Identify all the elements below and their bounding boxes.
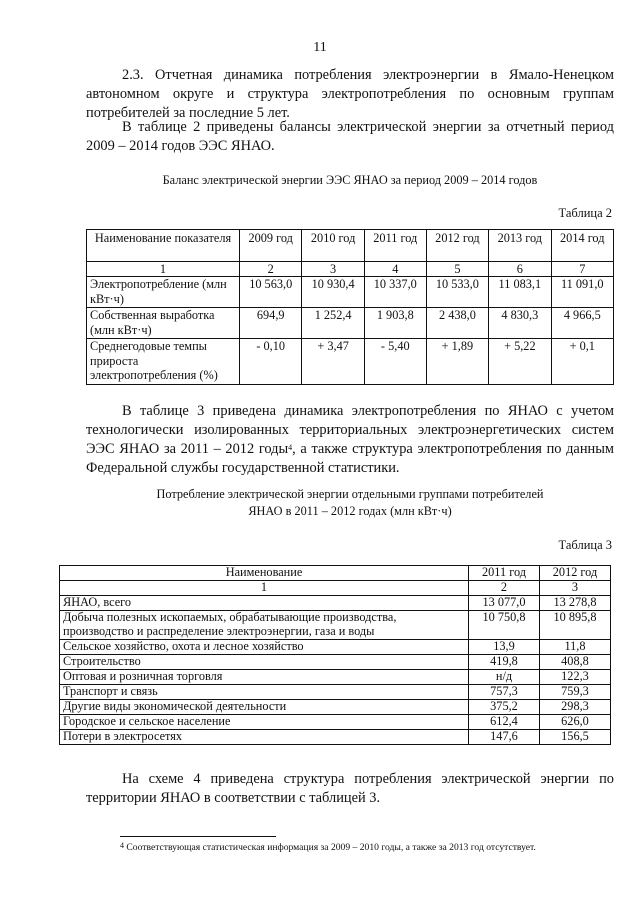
table-cell: 2 438,0 (426, 308, 488, 339)
table-cell: 375,2 (469, 700, 540, 715)
row-label: Другие виды экономической деятельности (60, 700, 469, 715)
scheme4-paragraph (86, 770, 614, 808)
table-cell: + 1,89 (426, 339, 488, 385)
table-cell: + 5,22 (489, 339, 551, 385)
table-header-row (60, 566, 611, 581)
column-number: 1 (60, 581, 469, 596)
page-number: 11 (313, 40, 327, 55)
footnote (120, 842, 620, 854)
row-label: Добыча полезных ископаемых, обрабатывающие производства, производство и распределение электроэнергии, газа и воды (60, 611, 469, 640)
table-cell: 612,4 (469, 715, 540, 730)
table-cell: н/д (469, 670, 540, 685)
table3-intro-paragraph (86, 402, 614, 478)
table-cell: 147,6 (469, 730, 540, 745)
row-label: ЯНАО, всего (60, 596, 469, 611)
row-label: Строительство (60, 655, 469, 670)
table-cell: 4 966,5 (551, 308, 613, 339)
row-label: Городское и сельское население (60, 715, 469, 730)
scheme4-text: На схеме 4 приведена структура потребления электрической энергии по территории ЯНАО в соответствии с таблицей 3. (86, 771, 614, 806)
column-number: 5 (426, 262, 488, 277)
table-cell: 10 563,0 (240, 277, 302, 308)
table-cell: 10 533,0 (426, 277, 488, 308)
footnote-reference: 4 (288, 443, 293, 452)
table-cell: 13 077,0 (469, 596, 540, 611)
table-cell: 13,9 (469, 640, 540, 655)
table-cell: 408,8 (540, 655, 611, 670)
table-cell: + 3,47 (302, 339, 364, 385)
table-row (60, 685, 611, 700)
column-number: 2 (469, 581, 540, 596)
table-cell: 694,9 (240, 308, 302, 339)
table-cell: 1 903,8 (364, 308, 426, 339)
column-number: 1 (87, 262, 240, 277)
column-number: 4 (364, 262, 426, 277)
table-cell: 10 930,4 (302, 277, 364, 308)
row-label: Оптовая и розничная торговля (60, 670, 469, 685)
table2-label: Таблица 2 (558, 206, 612, 220)
column-number: 3 (302, 262, 364, 277)
row-label: Сельское хозяйство, охота и лесное хозяйство (60, 640, 469, 655)
column-header: 2012 год (540, 566, 611, 581)
column-number: 7 (551, 262, 613, 277)
table-row (60, 715, 611, 730)
table-cell: 757,3 (469, 685, 540, 700)
column-number-row (60, 581, 611, 596)
column-header: Наименование показателя (87, 230, 240, 262)
table-cell: + 0,1 (551, 339, 613, 385)
table-cell: 298,3 (540, 700, 611, 715)
table-row (60, 640, 611, 655)
column-header: Наименование (60, 566, 469, 581)
table-cell: 11 091,0 (551, 277, 613, 308)
table-cell: 11 083,1 (489, 277, 551, 308)
section-heading-paragraph (86, 66, 614, 123)
table2-intro-text: В таблице 2 приведены балансы электрической энергии за отчетный период 2009 – 2014 годов ЭЭС ЯНАО. (86, 119, 614, 154)
table-header-row (87, 230, 614, 262)
table-row (60, 700, 611, 715)
table-row (60, 670, 611, 685)
table-row (60, 730, 611, 745)
table-cell: 1 252,4 (302, 308, 364, 339)
table-row (60, 655, 611, 670)
table-cell: - 0,10 (240, 339, 302, 385)
table-row (87, 339, 614, 385)
table-cell: 10 895,8 (540, 611, 611, 640)
column-header: 2012 год (426, 230, 488, 262)
footnote-text: Соответствующая статистическая информация за 2009 – 2010 годы, а также за 2013 год отсутствует. (126, 842, 536, 853)
table-row (87, 277, 614, 308)
table-cell: 13 278,8 (540, 596, 611, 611)
table3-intro-text-end: , а также структура электропотребления по данным Федеральной службы государственной статистики. (86, 441, 614, 476)
footnote-divider (120, 836, 276, 837)
column-header: 2014 год (551, 230, 613, 262)
table3-intro-text: В таблице 3 приведена динамика электропотребления по ЯНАО с учетом технологически изолированных территориальных электроэнергетических систем ЭЭС ЯНАО за 2011 – 2012 годы (86, 403, 614, 457)
column-number-row (87, 262, 614, 277)
table-cell: 156,5 (540, 730, 611, 745)
table-cell: 10 750,8 (469, 611, 540, 640)
column-header: 2013 год (489, 230, 551, 262)
section-heading-text: 2.3. Отчетная динамика потребления электроэнергии в Ямало-Ненецком автономном округе и структура электропотребления по основным группам потребителей за последние 5 лет. (86, 67, 614, 121)
table-cell: 11,8 (540, 640, 611, 655)
table2-intro-paragraph (86, 118, 614, 156)
column-number: 3 (540, 581, 611, 596)
table-row (87, 308, 614, 339)
consumer-groups-table (59, 565, 611, 745)
column-header: 2011 год (364, 230, 426, 262)
row-label: Электропотребление (млн кВт·ч) (87, 277, 240, 308)
table-cell: 626,0 (540, 715, 611, 730)
row-label: Среднегодовые темпы прироста электропотребления (%) (87, 339, 240, 385)
table3-caption (86, 486, 614, 520)
table-cell: 759,3 (540, 685, 611, 700)
column-number: 2 (240, 262, 302, 277)
table3-caption-line: ЯНАО в 2011 – 2012 годах (млн кВт·ч) (248, 504, 452, 518)
table-cell: 10 337,0 (364, 277, 426, 308)
row-label: Транспорт и связь (60, 685, 469, 700)
electricity-balance-table (86, 229, 614, 385)
column-number: 6 (489, 262, 551, 277)
table3-label: Таблица 3 (558, 538, 612, 552)
table-row (60, 596, 611, 611)
table-cell: 419,8 (469, 655, 540, 670)
footnote-mark: 4 (120, 841, 124, 850)
column-header: 2011 год (469, 566, 540, 581)
column-header: 2010 год (302, 230, 364, 262)
table3-caption-line: Потребление электрической энергии отдельными группами потребителей (156, 487, 544, 501)
table2-caption: Баланс электрической энергии ЭЭС ЯНАО за период 2009 – 2014 годов (162, 173, 538, 187)
table-cell: - 5,40 (364, 339, 426, 385)
table-row (60, 611, 611, 640)
row-label: Собственная выработка (млн кВт·ч) (87, 308, 240, 339)
row-label: Потери в электросетях (60, 730, 469, 745)
column-header: 2009 год (240, 230, 302, 262)
table-cell: 122,3 (540, 670, 611, 685)
table-cell: 4 830,3 (489, 308, 551, 339)
